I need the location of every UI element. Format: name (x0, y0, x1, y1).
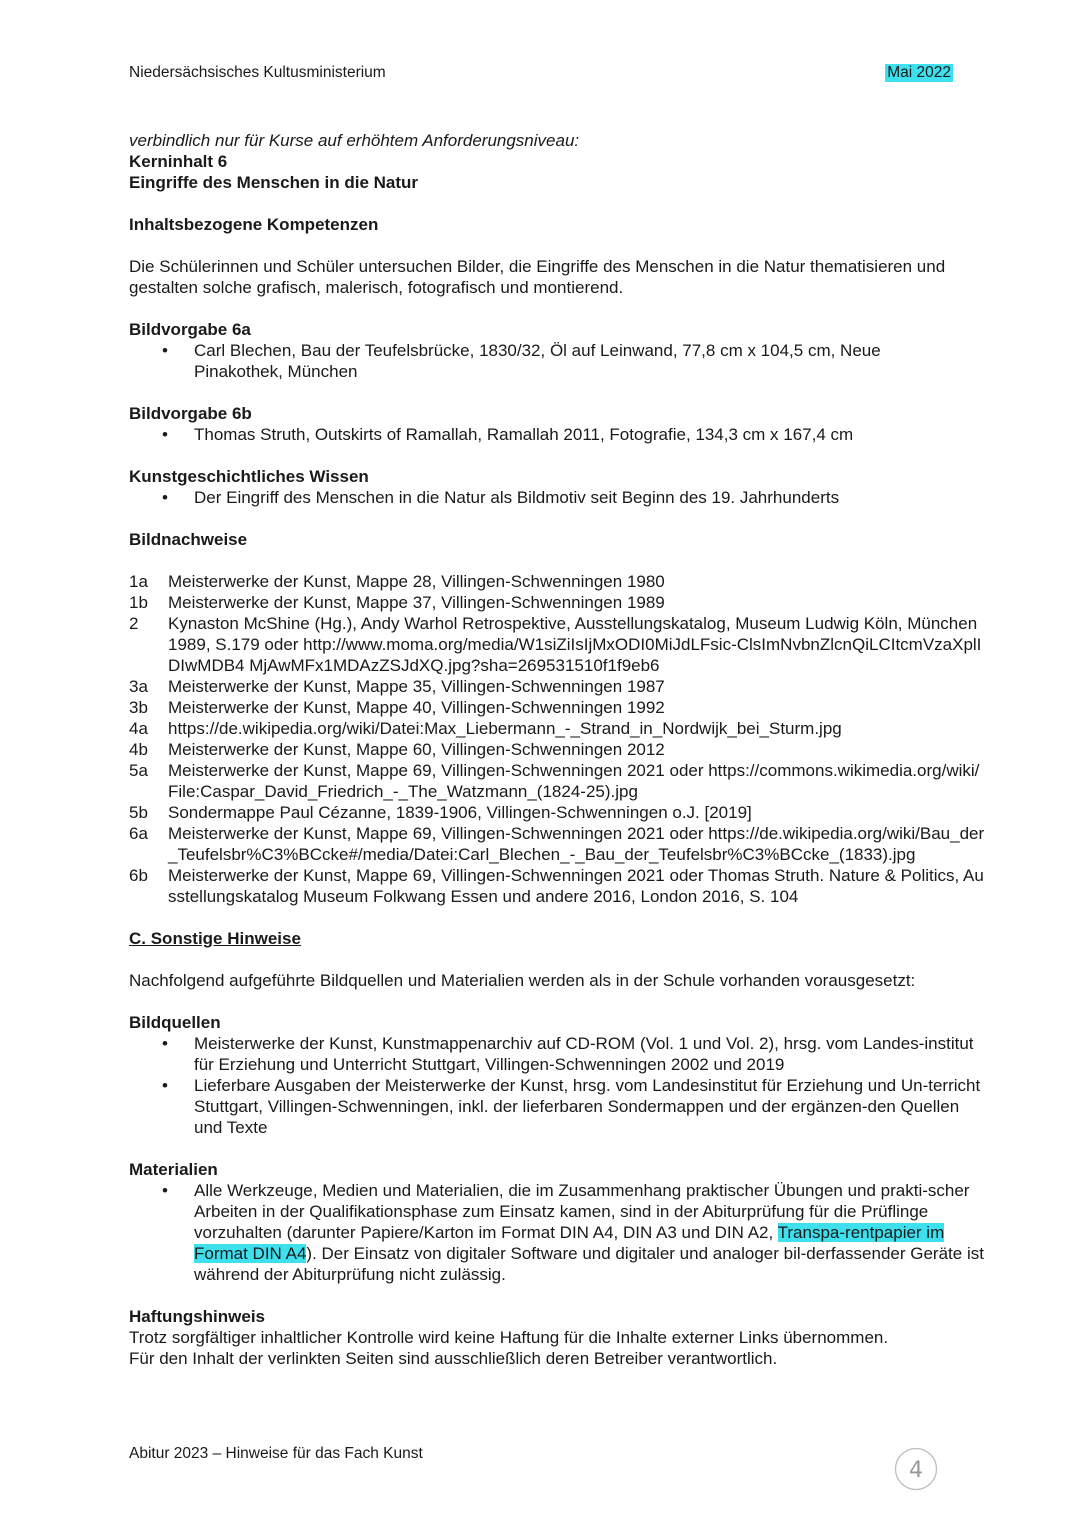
bildvorgabe-6a-heading: Bildvorgabe 6a (129, 320, 251, 339)
page-footer: Abitur 2023 – Hinweise für das Fach Kunst (129, 1445, 423, 1462)
bildnachweis-key: 1b (129, 593, 148, 612)
bildnachweis-key: 4b (129, 740, 148, 759)
bildnachweis-item (129, 739, 989, 760)
materialien-text-before: Alle Werkzeuge, Medien und Materialien, die im Zusammenhang praktischer Übungen und prakti-scher Arbeiten in der Qualifikationsphase zum Einsatz kamen, sind in der Abiturprüfung für die Prüflinge vorzuhalten (darunter Papiere/Karton im Format DIN A4, DIN A3 und DIN A2, (194, 1181, 970, 1242)
bildquellen-item: • Lieferbare Ausgaben der Meisterwerke der Kunst, hrsg. vom Landesinstitut für Erziehung und Un-terricht Stuttgart, Villingen-Schwenningen, inkl. der lieferbaren Sondermappen und der ergänzen-den Quellen und Texte (129, 1075, 989, 1138)
haftung-line-1: Trotz sorgfältiger inhaltlicher Kontrolle wird keine Haftung für die Inhalte externer Links übernommen. (129, 1328, 889, 1347)
bildnachweis-text: Meisterwerke der Kunst, Mappe 69, Villingen-Schwenningen 2021 oder Thomas Struth. Nature & Politics, Ausstellungskatalog Museum Folkwang Essen und andere 2016, London 2016, S. 104 (168, 866, 984, 906)
bildnachweis-key: 3b (129, 698, 148, 717)
bildnachweis-key: 6b (129, 866, 148, 885)
bildnachweis-item (129, 613, 989, 676)
bildnachweis-text: Meisterwerke der Kunst, Mappe 69, Villingen-Schwenningen 2021 oder https://commons.wikimedia.org/wiki/File:Caspar_David_Friedrich_-_The_Watzmann_(1824-25).jpg (168, 761, 980, 801)
bildnachweis-text: Meisterwerke der Kunst, Mappe 28, Villingen-Schwenningen 1980 (168, 572, 665, 591)
bildnachweis-key: 4a (129, 719, 148, 738)
bildnachweis-text: Meisterwerke der Kunst, Mappe 35, Villingen-Schwenningen 1987 (168, 677, 665, 696)
bildquellen-heading: Bildquellen (129, 1013, 221, 1032)
bildnachweis-key: 1a (129, 572, 148, 591)
bildnachweis-item (129, 802, 989, 823)
intro-note: verbindlich nur für Kurse auf erhöhtem Anforderungsniveau: (129, 131, 580, 150)
bildnachweis-text: Kynaston McShine (Hg.), Andy Warhol Retrospektive, Ausstellungskatalog, Museum Ludwig Köln, München 1989, S.179 oder http://www.moma.org/media/W1siZiIsIjMxODI0MiJdLFsic-ClsImNvbnZlcnQiLCItcmVzaXplIDIwMDB4 MjAwMFx1MDAzZSJdXQ.jpg?sha=269531510f1f9eb6 (168, 614, 982, 675)
bildnachweis-key: 5b (129, 803, 148, 822)
bildnachweis-key: 5a (129, 761, 148, 780)
bildnachweis-item (129, 823, 989, 865)
bildnachweis-item (129, 865, 989, 907)
bildnachweis-item (129, 592, 989, 613)
bildnachweis-item (129, 760, 989, 802)
bildnachweis-text: Sondermappe Paul Cézanne, 1839-1906, Villingen-Schwenningen o.J. [2019] (168, 803, 752, 822)
bildnachweis-key: 6a (129, 824, 148, 843)
kerninhalt-label: Kerninhalt 6 (129, 152, 228, 171)
sonstige-text: Nachfolgend aufgeführte Bildquellen und Materialien werden als in der Schule vorhanden vorausgesetzt: (129, 971, 916, 990)
bildnachweis-text: Meisterwerke der Kunst, Mappe 69, Villingen-Schwenningen 2021 oder https://de.wikipedia.org/wiki/Bau_der_Teufelsbr%C3%BCcke#/media/Datei:Carl_Blechen_-_Bau_der_Teufelsbr%C3%BCcke_(1833).jpg (168, 824, 985, 864)
wissen-heading: Kunstgeschichtliches Wissen (129, 467, 369, 486)
bildnachweis-item (129, 718, 989, 739)
bildnachweis-item (129, 571, 989, 592)
materialien-item (129, 1180, 989, 1285)
bildnachweise-heading: Bildnachweise (129, 530, 248, 549)
header-date: Mai 2022 (887, 64, 951, 81)
bildnachweise-list (129, 571, 989, 907)
wissen-item: • Der Eingriff des Menschen in die Natur als Bildmotiv seit Beginn des 19. Jahrhunderts (129, 487, 989, 508)
kompetenzen-heading: Inhaltsbezogene Kompetenzen (129, 215, 379, 234)
kerninhalt-title: Eingriffe des Menschen in die Natur (129, 173, 419, 192)
bildnachweis-key: 3a (129, 677, 148, 696)
document-body (129, 130, 989, 1369)
bildnachweis-item (129, 676, 989, 697)
bildvorgabe-6b-heading: Bildvorgabe 6b (129, 404, 252, 423)
bildnachweis-text: Meisterwerke der Kunst, Mappe 40, Villingen-Schwenningen 1992 (168, 698, 665, 717)
bildnachweis-text: Meisterwerke der Kunst, Mappe 37, Villingen-Schwenningen 1989 (168, 593, 665, 612)
bildnachweis-item (129, 697, 989, 718)
materialien-text-after: ). Der Einsatz von digitaler Software und digitaler und analoger bil-derfassender Geräte ist während der Abiturprüfung nicht zulässig. (194, 1244, 984, 1284)
header-ministry: Niedersächsisches Kultusministerium (129, 64, 386, 81)
bildvorgabe-6a-item: • Carl Blechen, Bau der Teufelsbrücke, 1830/32, Öl auf Leinwand, 77,8 cm x 104,5 cm, Neue Pinakothek, München (129, 340, 989, 382)
bildnachweis-text: https://de.wikipedia.org/wiki/Datei:Max_Liebermann_-_Strand_in_Nordwijk_bei_Sturm.jpg (168, 719, 842, 738)
materialien-highlight: Transpa-rentpapier im Format DIN A4 (194, 1223, 945, 1263)
haftung-line-2: Für den Inhalt der verlinkten Seiten sind ausschließlich deren Betreiber verantwortlich. (129, 1349, 778, 1368)
materialien-heading: Materialien (129, 1160, 218, 1179)
sonstige-heading: C. Sonstige Hinweise (129, 929, 301, 948)
haftung-heading: Haftungshinweis (129, 1307, 266, 1326)
bildnachweis-key: 2 (129, 614, 139, 633)
page-number: 4 (909, 1458, 923, 1483)
kompetenzen-text: Die Schülerinnen und Schüler untersuchen Bilder, die Eingriffe des Menschen in die Natur thematisieren und gestalten solche grafisch, malerisch, fotografisch und montierend. (129, 257, 946, 297)
page-number-circle (894, 1447, 938, 1491)
bildnachweis-text: Meisterwerke der Kunst, Mappe 60, Villingen-Schwenningen 2012 (168, 740, 665, 759)
bildvorgabe-6b-item: • Thomas Struth, Outskirts of Ramallah, Ramallah 2011, Fotografie, 134,3 cm x 167,4 cm (129, 424, 989, 445)
bildquellen-item: • Meisterwerke der Kunst, Kunstmappenarchiv auf CD-ROM (Vol. 1 und Vol. 2), hrsg. vom Landes-institut für Erziehung und Unterricht Stuttgart, Villingen-Schwenningen 2002 und 2019 (129, 1033, 989, 1075)
